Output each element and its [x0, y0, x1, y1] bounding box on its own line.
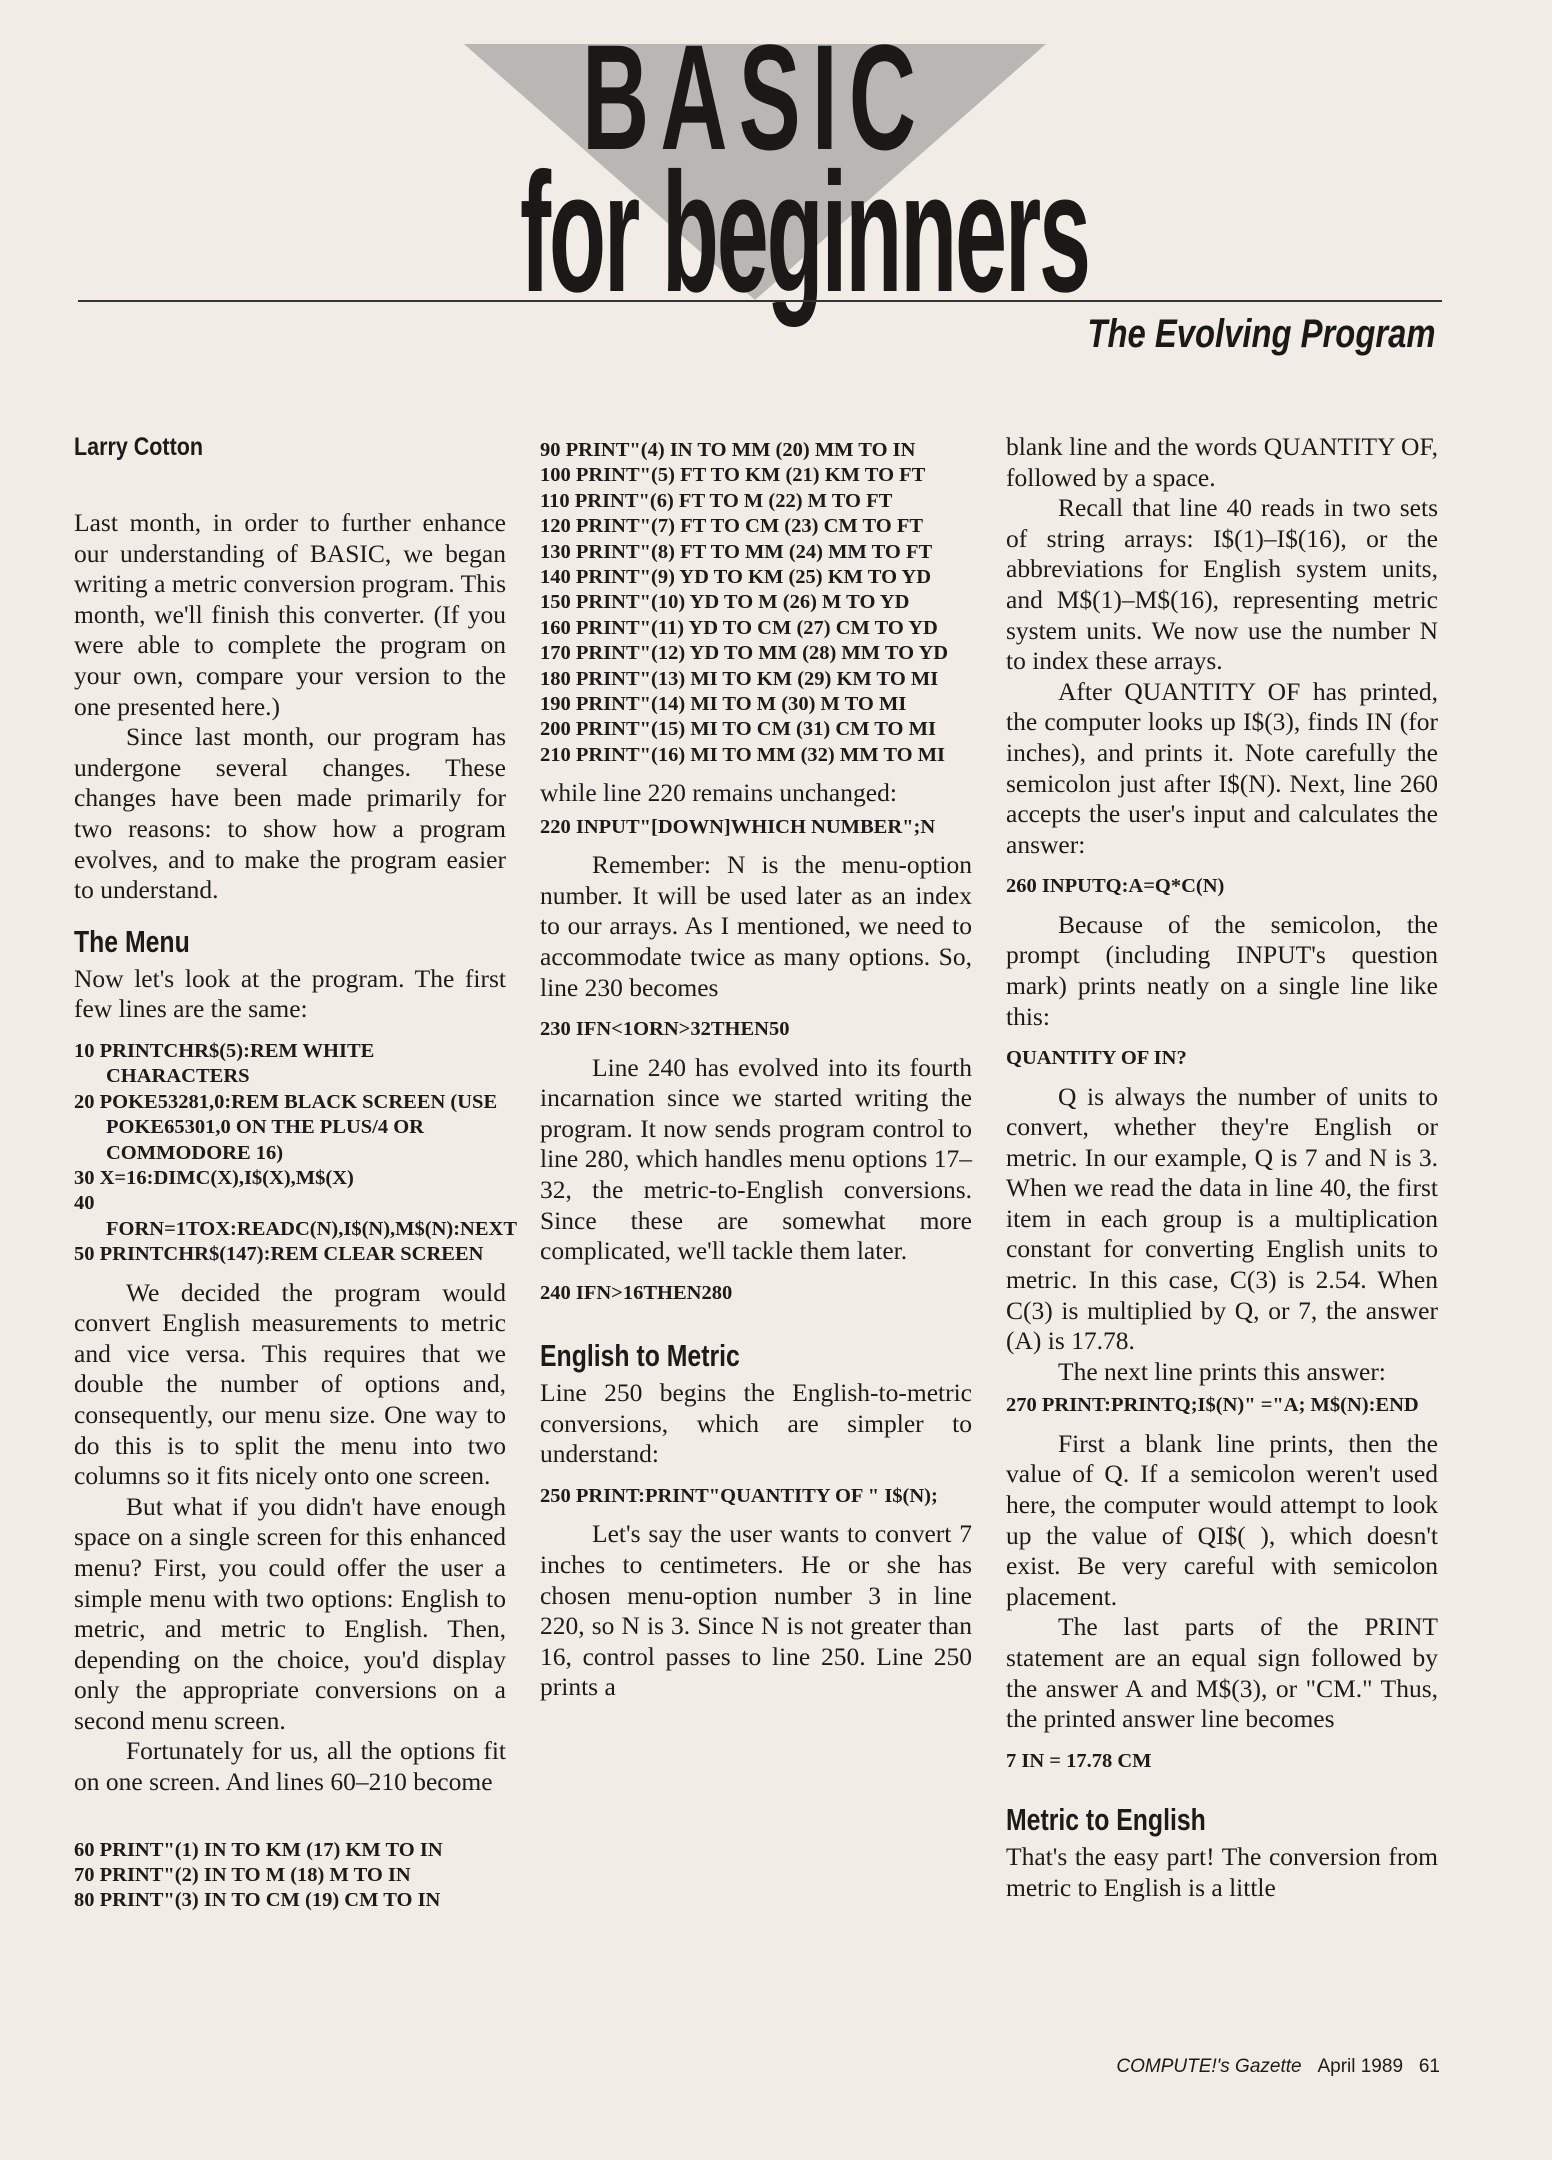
- paragraph: while line 220 remains unchanged:: [540, 778, 897, 808]
- code-line: 80 PRINT"(3) IN TO CM (19) CM TO IN: [74, 1889, 441, 1912]
- code-line: 7 IN = 17.78 CM: [1006, 1749, 1152, 1772]
- header-rule: [78, 300, 1442, 302]
- title-for-beginners: for beginners: [520, 138, 1089, 328]
- code-line: 270 PRINT:PRINTQ;I$(N)" ="A; M$(N):END: [1006, 1394, 1419, 1417]
- code-line: 50 PRINTCHR$(147):REM CLEAR SCREEN: [74, 1243, 484, 1266]
- code-listing: [1006, 1046, 1438, 1071]
- code-line: 20 POKE53281,0:REM BLACK SCREEN (USE POKE65301,0 ON THE PLUS/4 OR COMMODORE 16): [74, 1090, 498, 1164]
- code-line: 170 PRINT"(12) YD TO MM (28) MM TO YD: [540, 642, 949, 665]
- code-line: QUANTITY OF IN?: [1006, 1047, 1187, 1070]
- section-heading-menu: The Menu: [74, 923, 190, 959]
- code-line: 10 PRINTCHR$(5):REM WHITE CHARACTERS: [74, 1039, 375, 1088]
- paragraph: That's the easy part! The conversion from metric to English is a little: [1006, 1842, 1438, 1902]
- column-3: [1006, 432, 1438, 1903]
- page-footer: [1116, 2055, 1440, 2079]
- code-line: 240 IFN>16THEN280: [540, 1281, 733, 1304]
- paragraph: Fortunately for us, all the options fit on one screen. And lines 60–210 become: [74, 1736, 506, 1797]
- code-line: 70 PRINT"(2) IN TO M (18) M TO IN: [74, 1864, 411, 1887]
- section-heading-english-to-metric: English to Metric: [540, 1338, 740, 1374]
- paragraph: Because of the semicolon, the prompt (including INPUT's question mark) prints neatly on a single line like this:: [1006, 909, 1438, 1031]
- footer-date: April 1989: [1317, 2056, 1404, 2077]
- code-line: 160 PRINT"(11) YD TO CM (27) CM TO YD: [540, 616, 938, 639]
- paragraph: The last parts of the PRINT statement are an equal sign followed by the answer A and M$(3), or "CM." Thus, the printed answer line becomes: [1006, 1612, 1438, 1734]
- code-line: 220 INPUT"[DOWN]WHICH NUMBER";N: [540, 815, 936, 838]
- paragraph: Recall that line 40 reads in two sets of string arrays: I$(1)–I$(16), or the abbreviations for English system units, and M$(1)–M$(16), representing metric system units. We now use the number N to index these arrays.: [1006, 493, 1438, 676]
- code-listing: [540, 438, 972, 768]
- code-listing: [74, 1039, 518, 1268]
- paragraph: Since last month, our program has undergone several changes. These changes have been made primarily for two reasons: to show how a program evolves, and to make the program easier to understand.: [74, 722, 506, 905]
- code-line: 110 PRINT"(6) FT TO M (22) M TO FT: [540, 489, 893, 512]
- code-line: 40 FORN=1TOX:READC(N),I$(N),M$(N):NEXT: [74, 1192, 518, 1240]
- code-line: 100 PRINT"(5) FT TO KM (21) KM TO FT: [540, 464, 926, 487]
- code-listing: [74, 1838, 506, 1914]
- code-line: 230 IFN<1ORN>32THEN50: [540, 1018, 790, 1041]
- code-line: 130 PRINT"(8) FT TO MM (24) MM TO FT: [540, 540, 933, 563]
- code-listing: [1006, 1393, 1438, 1418]
- code-listing: [540, 1017, 972, 1042]
- section-heading-metric-to-english: Metric to English: [1006, 1802, 1206, 1838]
- column-2: [540, 438, 972, 1703]
- code-line: 260 INPUTQ:A=Q*C(N): [1006, 875, 1225, 898]
- code-listing: [1006, 1749, 1438, 1774]
- code-line: 30 X=16:DIMC(X),I$(X),M$(X): [74, 1166, 354, 1189]
- code-line: 150 PRINT"(10) YD TO M (26) M TO YD: [540, 591, 910, 614]
- paragraph: Let's say the user wants to convert 7 inches to centimeters. He or she has chosen menu-option number 3 in line 220, so N is 3. Since N is not greater than 16, control passes to line 250. Line 250 prints a: [540, 1519, 972, 1702]
- code-line: 140 PRINT"(9) YD TO KM (25) KM TO YD: [540, 566, 932, 589]
- paragraph: But what if you didn't have enough space on a single screen for this enhanced menu? First, you could offer the user a simple menu with two options: English to metric, and metric to English. Then, depending on the choice, you'd display only the appropriate conversions on a second menu screen.: [74, 1491, 506, 1735]
- title-basic: BASIC: [582, 13, 928, 181]
- paragraph: Now let's look at the program. The first few lines are the same:: [74, 963, 506, 1024]
- code-line: 200 PRINT"(15) MI TO CM (31) CM TO MI: [540, 718, 936, 741]
- paragraph: Line 240 has evolved into its fourth incarnation since we started writing the program. It now sends program control to line 280, which handles menu options 17–32, the metric-to-English conversions. Since these are somewhat more complicated, we'll tackle them later.: [540, 1052, 972, 1266]
- code-line: 190 PRINT"(14) MI TO M (30) M TO MI: [540, 693, 907, 716]
- paragraph: blank line and the words QUANTITY OF, followed by a space.: [1006, 432, 1438, 492]
- code-line: 60 PRINT"(1) IN TO KM (17) KM TO IN: [74, 1838, 443, 1861]
- column-1: [74, 430, 518, 1924]
- paragraph: Remember: N is the menu-option number. It will be used later as an index to our arrays. As I mentioned, we need to accommodate twice as many options. So, line 230 becomes: [540, 850, 972, 1002]
- code-listing: [540, 1484, 972, 1509]
- paragraph: We decided the program would convert English measurements to metric and vice versa. This requires that we double the number of options and, consequently, our menu size. One way to do this is to split the menu into two columns so it fits nicely onto one screen.: [74, 1277, 506, 1491]
- code-listing: [1006, 874, 1438, 899]
- paragraph: After QUANTITY OF has printed, the computer looks up I$(3), finds IN (for inches), and prints it. Note carefully the semicolon just after I$(N). Next, line 260 accepts the user's input and calculates the answer:: [1006, 676, 1438, 859]
- code-line: 210 PRINT"(16) MI TO MM (32) MM TO MI: [540, 743, 946, 766]
- article-subtitle: The Evolving Program: [1087, 312, 1436, 356]
- code-line: 250 PRINT:PRINT"QUANTITY OF " I$(N);: [540, 1485, 938, 1507]
- code-line: 120 PRINT"(7) FT TO CM (23) CM TO FT: [540, 515, 924, 538]
- paragraph: Q is always the number of units to convert, whether they're English or metric. In our example, Q is 7 and N is 3. When we read the data in line 40, the first item in each group is a multiplication constant for converting English units to metric. In this case, C(3) is 2.54. When C(3) is multiplied by Q, or 7, the answer (A) is 17.78.: [1006, 1081, 1438, 1356]
- code-line: 180 PRINT"(13) MI TO KM (29) KM TO MI: [540, 667, 939, 690]
- paragraph: Line 250 begins the English-to-metric conversions, which are simpler to understand:: [540, 1378, 972, 1469]
- footer-page-number: 61: [1418, 2056, 1440, 2077]
- footer-magazine: COMPUTE!'s Gazette: [1116, 2056, 1302, 2077]
- author-byline: Larry Cotton: [74, 433, 203, 461]
- code-listing: [540, 815, 972, 840]
- paragraph: Last month, in order to further enhance our understanding of BASIC, we began writing a metric conversion program. This month, we'll finish this converter. (If you were able to complete the program on your own, compare your version to the one presented here.): [74, 508, 506, 721]
- paragraph: The next line prints this answer:: [1058, 1356, 1386, 1386]
- paragraph: First a blank line prints, then the value of Q. If a semicolon weren't used here, the computer would attempt to look up the value of QI$( ), which doesn't exist. Be very careful with semicolon placement.: [1006, 1428, 1438, 1611]
- code-line: 90 PRINT"(4) IN TO MM (20) MM TO IN: [540, 439, 916, 461]
- code-listing: [540, 1281, 972, 1306]
